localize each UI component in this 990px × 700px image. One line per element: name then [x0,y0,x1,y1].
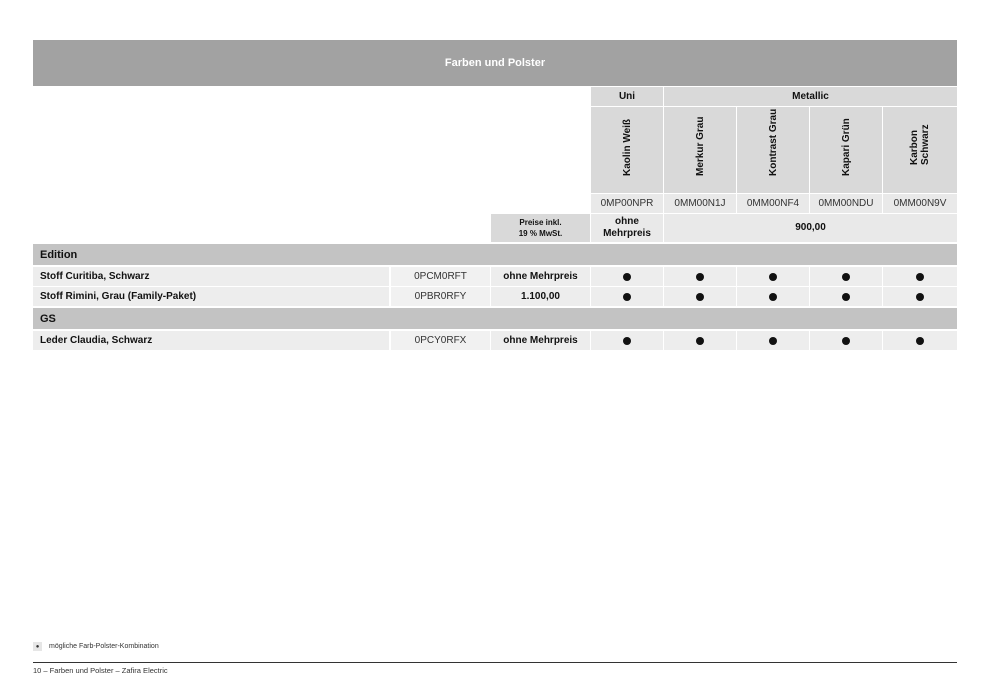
combination-cell [664,267,736,286]
combination-cell [664,331,736,350]
upholstery-code: 0PCY0RFX [391,331,490,350]
combination-cell [591,287,663,306]
available-dot-icon [916,337,924,345]
color-header-karbon-schwarz [883,107,957,193]
available-dot-icon [769,337,777,345]
combination-cell [883,267,957,286]
section-header-gs: GS [33,308,957,329]
combination-cell [664,287,736,306]
combination-cell [810,287,882,306]
combination-cell [810,331,882,350]
available-dot-icon [916,273,924,281]
combination-cell [883,331,957,350]
combination-cell [883,287,957,306]
combination-cell [810,267,882,286]
upholstery-code: 0PCM0RFT [391,267,490,286]
price-label-line1: Preise inkl. [519,218,562,227]
section-header-edition: Edition [33,244,957,265]
legend-text: mögliche Farb-Polster-Kombination [49,643,159,650]
available-dot-icon [696,293,704,301]
combination-cell [737,331,809,350]
combination-cell [591,331,663,350]
available-dot-icon [696,337,704,345]
combination-cell [737,287,809,306]
upholstery-price: ohne Mehrpreis [491,331,590,350]
color-header-merkur-grau [664,107,736,193]
color-name: Kontrast Grau [768,108,779,176]
available-dot-icon [842,293,850,301]
color-name: Merkur Grau [695,116,706,176]
available-dot-icon [769,293,777,301]
color-code: 0MM00NF4 [737,194,809,213]
color-header-kaolin-weiss [591,107,663,193]
upholstery-name: Stoff Rimini, Grau (Family-Paket) [33,287,389,306]
upholstery-price: 1.100,00 [491,287,590,306]
color-header-kontrast-grau [737,107,809,193]
color-code: 0MP00NPR [591,194,663,213]
price-label-line2: 19 % MwSt. [518,229,563,238]
available-dot-icon [842,337,850,345]
price-label [491,214,590,242]
color-name [909,124,931,165]
group-uni-header: Uni [591,87,663,106]
color-code: 0MM00N1J [664,194,736,213]
color-name: Kaolin Weiß [622,118,633,176]
color-code: 0MM00N9V [883,194,957,213]
available-dot-icon [623,293,631,301]
uni-price-line1: ohne [615,216,639,227]
table-title: Farben und Polster [33,40,957,86]
color-name-line1: Karbon [909,130,920,165]
footer-divider [33,662,957,663]
color-name-line2: Schwarz [920,124,931,165]
group-metallic-header: Metallic [664,87,957,106]
available-dot-icon [623,337,631,345]
upholstery-name: Leder Claudia, Schwarz [33,331,389,350]
available-dot-icon [623,273,631,281]
upholstery-name: Stoff Curitiba, Schwarz [33,267,389,286]
color-name: Kapari Grün [841,118,852,176]
combination-cell [591,267,663,286]
color-code: 0MM00NDU [810,194,882,213]
color-header-kapari-gruen [810,107,882,193]
available-dot-icon [696,273,704,281]
uni-price [591,214,663,242]
legend-dot-icon: ● [33,642,42,651]
page-footer: 10 – Farben und Polster – Zafira Electric [33,666,168,675]
combination-cell [737,267,809,286]
uni-price-line2: Mehrpreis [603,228,651,239]
available-dot-icon [769,273,777,281]
upholstery-code: 0PBR0RFY [391,287,490,306]
metallic-price: 900,00 [664,214,957,242]
upholstery-price: ohne Mehrpreis [491,267,590,286]
available-dot-icon [842,273,850,281]
available-dot-icon [916,293,924,301]
legend [33,642,159,651]
